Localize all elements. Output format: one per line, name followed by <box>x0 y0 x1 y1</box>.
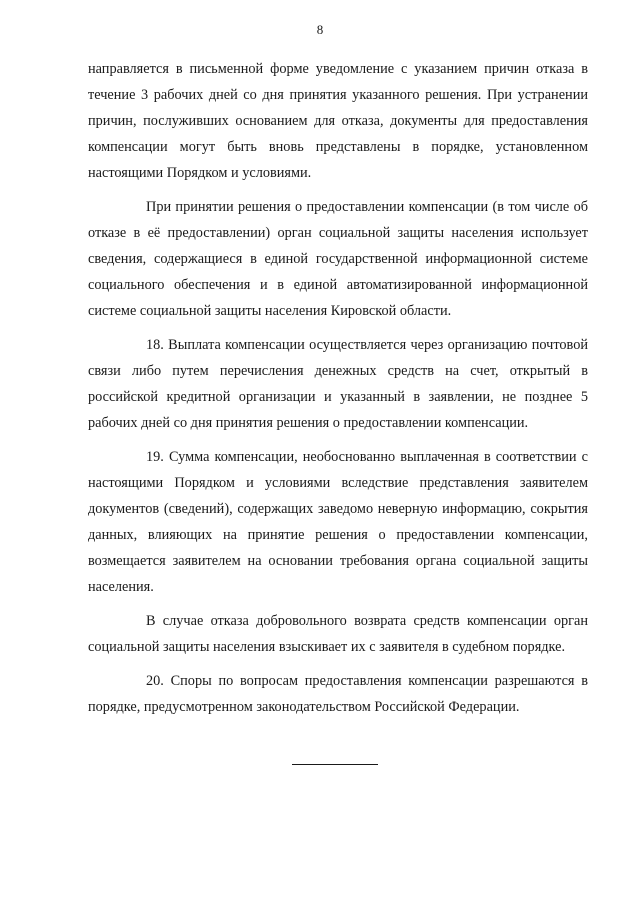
paragraph-decision-information: При принятии решения о предоставлении компенсации (в том числе об отказе в её предоставлении) орган социальной защиты населения использует сведения, содержащиеся в единой государственной информационной системе социального обеспечения и в единой автоматизированной информационной системе социальной защиты населения Кировской области. <box>88 199 588 319</box>
page-number: 8 <box>316 22 324 37</box>
paragraph-item-18: 18. Выплата компенсации осуществляется через организацию почтовой связи либо путем перечисления денежных средств на счет, открытый в российской кредитной организации и указанный в заявлении, не позднее 5 рабочих дней со дня принятия решения о предоставлении компенсации. <box>88 337 588 431</box>
paragraph-refusal-notice: направляется в письменной форме уведомление с указанием причин отказа в течение 3 рабочих дней со дня принятия указанного решения. При устранении причин, послуживших основанием для отказа, документы для предоставления компенсации могут быть вновь представлены в порядке, установленном настоящими Порядком и условиями. <box>88 61 588 181</box>
end-of-document-rule <box>292 764 378 765</box>
paragraph-item-20: 20. Споры по вопросам предоставления компенсации разрешаются в порядке, предусмотренном законодательством Российской Федерации. <box>88 673 588 715</box>
paragraph-item-19: 19. Сумма компенсации, необоснованно выплаченная в соответствии с настоящими Порядком и условиями вследствие представления заявителем документов (сведений), содержащих заведомо неверную информацию, сокрытия данных, влияющих на принятие решения о предоставлении компенсации, возмещается заявителем на основании требования органа социальной защиты населения. <box>88 449 588 595</box>
paragraph-refund-refusal: В случае отказа добровольного возврата средств компенсации орган социальной защиты населения взыскивает их с заявителя в судебном порядке. <box>88 613 588 655</box>
document-body <box>88 56 588 728</box>
